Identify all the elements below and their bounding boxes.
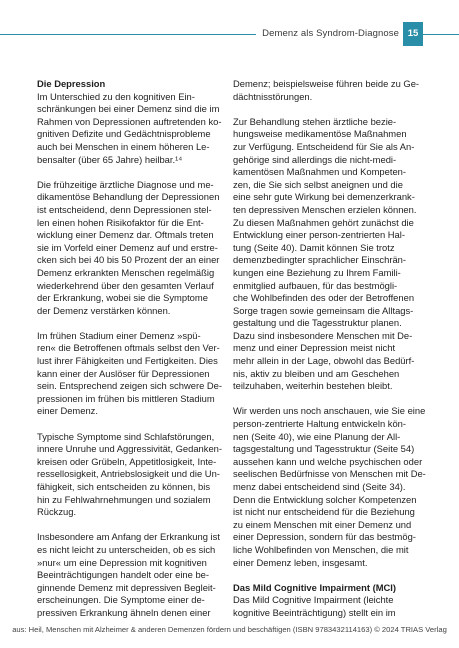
text-line: menz und einer Depression meist nicht [233,342,396,354]
text-line: teilzuhaben, weiterhin bestehen bleibt. [233,380,393,392]
running-header [0,22,459,48]
text-line: hin zu Fehlwahrnehmungen und sozialem [37,493,211,505]
text-line: aussehen kann und welche psychischen oder [233,455,423,467]
text-line: kamentösen Maßnahmen und Kompeten- [233,166,407,178]
section-heading: Die Depression [37,78,106,89]
text-line: lust ihrer Fähigkeiten und Fertigkeiten. Dies [37,355,218,367]
paragraph [233,78,420,103]
text-line: nis, aktiv zu bleiben und am Geschehen [233,367,400,379]
text-line: pressiven Erkrankung ähneln denen einer [37,606,211,618]
text-line: menz dabei entscheidend sind (Seite 34). [233,481,406,492]
text-line: nen (Seite 40), wie eine Planung der All- [233,430,401,442]
text-line: der Erkrankung, wobei sie die Symptome [37,292,208,304]
text-line: kann einer der Auslöser für Depressionen [37,367,210,379]
text-line: Denn die Entwicklung solcher Kompetenzen [233,493,417,505]
text-line: gehörige sind allerdings die nicht-medi- [233,153,397,165]
text-line: ist nicht nur entscheidend für die Beziehung [233,506,415,518]
text-line: »nur« um eine Depression mit kognitiven [37,556,207,568]
text-line: innere Unruhe und Aggressivität, Gedanken- [37,443,223,455]
text-line: kreisen oder Grübeln, Appetitlosigkeit, Inte- [37,455,217,467]
text-line: Beeinträchtigungen handelt oder eine be- [37,569,210,581]
text-line: zen, die Sie sich selbst aneignen und die [233,178,403,190]
text-line: Demenz; beispielsweise führen beide zu Ge- [233,78,420,89]
text-line: wicklung einer Demenz dar. Oftmals treten [37,229,214,241]
text-line: liche Wohlbefinden von Menschen, die mit [233,543,409,555]
text-line: tung (Seite 40). Damit können Sie trotz [233,241,395,253]
text-line: dikamentöse Behandlung der Depressionen [37,191,220,203]
right-column [233,78,426,632]
text-line: Im frühen Stadium einer Demenz »spü- [37,329,201,341]
section-heading: Das Mild Cognitive Impairment (MCI) [233,581,397,593]
text-line: mehr allein in der Lage, obwohl das Bedürf- [233,355,415,367]
text-line: erscheinungen. Die Symptome einer de- [37,594,205,606]
text-line: es nicht leicht zu unterscheiden, ob es sich [37,543,216,555]
text-line: Typische Symptome sind Schlafstörungen, [37,430,215,442]
text-line: zur Verfügung. Entscheidend für Sie als An- [233,140,415,152]
paragraph [233,582,407,620]
text-line: Zur Behandlung stehen ärztliche bezie- [233,115,397,127]
text-line: fähigkeit, sich entscheiden zu können, bis [37,481,211,492]
text-line: ren« die Betroffenen oftmals selbst den Ver- [37,342,220,354]
text-line: Dazu sind insbesondere Menschen mit De- [233,329,413,341]
text-line: sein. Entsprechend zeigen sich schwere De- [37,380,222,392]
text-line: Sorge tragen sowie gemeinsam die Alltags- [233,304,414,316]
paragraph [37,178,220,318]
text-line: gestaltung und die Tagesstruktur planen. [233,317,402,329]
page-number: 15 [403,22,423,46]
text-line: Insbesondere am Anfang der Erkrankung ist [37,531,220,543]
paragraph [37,78,222,166]
text-line: enmitglied aufbauen, für das bestmögli- [233,279,398,291]
text-line: len einen hohen Risikofaktor für die Ent- [37,216,204,228]
text-line: Rahmen von Depressionen auftretenden ko- [37,115,222,127]
text-line: bensalter (über 65 Jahre) heilbar.¹⁴ [37,153,183,165]
text-line: seelischen Bedürfnisse von Menschen mit De- [233,468,426,480]
text-line: ginnende Demenz mit depressiven Begleit- [37,581,216,593]
text-line: gnitiven Defizite und Gedächtnisprobleme [37,128,211,140]
text-line: ist entscheidend, denn Depressionen stel- [37,203,212,215]
text-line: einer Demenz. [37,405,98,417]
text-line: dächtnisstörungen. [233,90,313,102]
paragraph [233,115,417,393]
paragraph [37,531,220,619]
paragraph [233,405,426,569]
text-line: Das Mild Cognitive Impairment (leichte [233,594,394,606]
text-line: kognitive Beeinträchtigung) stellt ein im [233,606,396,618]
text-line: pressionen im frühen bis mittleren Stadium [37,392,215,404]
text-line: Im Unterschied zu den kognitiven Ein- [37,90,195,102]
text-line: person-zentrierte Haltung entwickeln kön- [233,418,407,430]
paragraph [37,329,222,418]
text-line: wiederkehrend über den gesamten Verlauf [37,279,214,291]
text-line: zu einem Menschen mit einer Demenz und [233,518,412,530]
text-line: kungen eine Beziehung zu Ihrem Famili- [233,266,401,278]
paragraph [37,430,223,519]
text-line: Demenz erkrankten Menschen regelmäßig [37,266,215,278]
text-line: tagsgestaltung und Tagesstruktur (Seite 54) [233,443,415,455]
text-line: Entwicklung einer person-zentrierten Hal- [233,229,405,241]
text-line: Die frühzeitige ärztliche Diagnose und me- [37,178,214,190]
text-line: hungsweise medikamentöse Maßnahmen [233,128,407,140]
text-line: Rückzug. [37,506,77,518]
text-line: einer Depression, sondern für das bestmög- [233,531,416,543]
text-line: demenzbedingter sprachlicher Einschrän- [233,254,407,266]
text-line: sie im Vorfeld einer Demenz auf und erstre- [37,241,218,253]
text-line: eine sehr gute Wirkung bei demenzerkrank- [233,191,415,203]
text-line: Zu diesen Maßnahmen gehört zunächst die [233,216,414,228]
text-line: che Wohlbefinden des oder der Betroffenen [233,292,415,304]
text-line: auch bei Menschen in einem höheren Le- [37,140,210,152]
text-line: Wir werden uns noch anschauen, wie Sie eine [233,405,426,417]
text-line: der Demenz verstärken können. [37,304,171,316]
text-line: einer Demenz leben, insgesamt. [233,556,368,568]
text-line: cken sich bei 40 bis 50 Prozent der an einer [37,254,220,266]
text-line: ressellosigkeit, Antriebslosigkeit und die Un- [37,468,220,480]
running-title: Demenz als Syndrom-Diagnose [256,28,403,39]
text-line: ten depressiven Menschen erzielen können. [233,203,417,215]
left-column [37,78,223,632]
text-line: schränkungen bei einer Demenz sind die im [37,103,220,115]
source-footnote: aus: Heil, Menschen mit Alzheimer & anderen Demenzen fördern und beschäftigen (ISBN 9783432114163) © 2024 TRIAS Verlag [12,625,447,634]
